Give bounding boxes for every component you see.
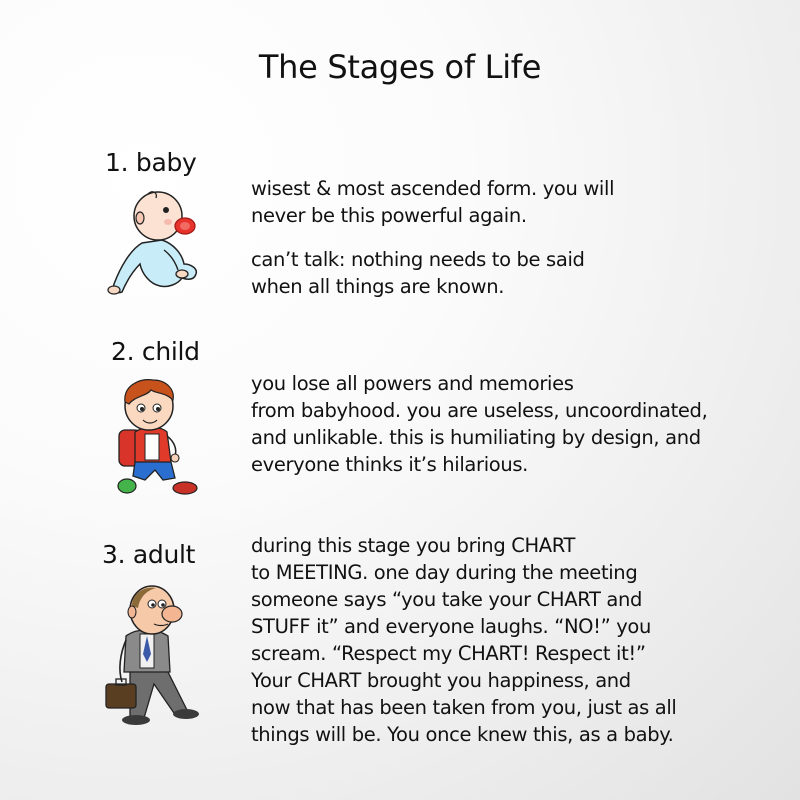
description-line: Your CHART brought you happiness, and [251, 669, 631, 692]
stage-description [251, 246, 585, 300]
stage-description [251, 532, 677, 748]
stage-description [251, 370, 707, 478]
description-line: when all things are known. [251, 275, 505, 298]
walking-schoolchild-icon [105, 376, 201, 500]
stage-label: 1. baby [105, 148, 197, 177]
page-title: The Stages of Life [258, 48, 542, 86]
description-line: wisest & most ascended form. you will [251, 177, 615, 200]
description-line: now that has been taken from you, just as all [251, 696, 677, 719]
description-line: to MEETING. one day during the meeting [251, 561, 638, 584]
businessman-with-briefcase-icon [96, 584, 214, 726]
baby-with-pacifier-icon [102, 188, 202, 300]
description-line: everyone thinks it’s hilarious. [251, 453, 529, 476]
description-line: STUFF it” and everyone laughs. “NO!” you [251, 615, 652, 638]
stage-label: 3. adult [102, 540, 196, 569]
stage-label: 2. child [111, 337, 200, 366]
description-line: can’t talk: nothing needs to be said [251, 248, 585, 271]
description-line: during this stage you bring CHART [251, 534, 576, 557]
stage-description [251, 175, 614, 229]
description-line: you lose all powers and memories [251, 372, 574, 395]
description-line: never be this powerful again. [251, 204, 527, 227]
description-line: from babyhood. you are useless, uncoordinated, [251, 399, 708, 422]
description-line: someone says “you take your CHART and [251, 588, 643, 611]
description-line: things will be. You once knew this, as a baby. [251, 723, 674, 746]
description-line: scream. “Respect my CHART! Respect it!” [251, 642, 646, 665]
description-line: and unlikable. this is humiliating by design, and [251, 426, 701, 449]
